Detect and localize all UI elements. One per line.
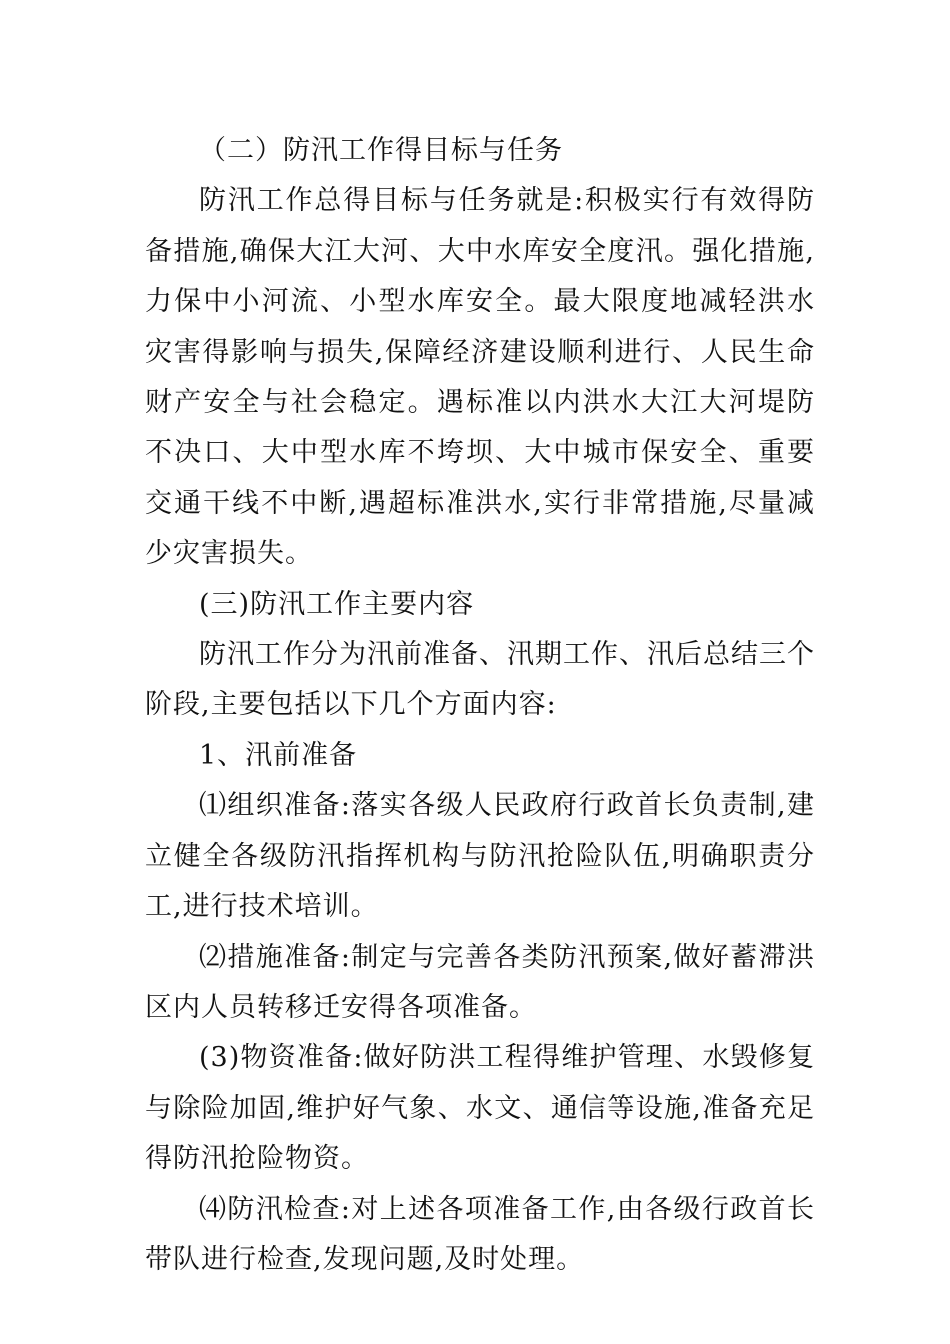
paragraph-stages: 防汛工作分为汛前准备、汛期工作、汛后总结三个阶段,主要包括以下几个方面内容: <box>145 639 815 721</box>
document-body <box>145 126 815 1285</box>
subheading-preflood-prep: 1、汛前准备 <box>199 739 358 771</box>
item-inspection: ⑷防汛检查:对上述各项准备工作,由各级行政首长带队进行检查,发现问题,及时处理。 <box>145 1193 815 1275</box>
section-heading-content: (三)防汛工作主要内容 <box>199 588 475 620</box>
item-measures-prep: ⑵措施准备:制定与完善各类防汛预案,做好蓄滞洪区内人员转移迁安得各项准备。 <box>145 941 815 1023</box>
item-materials-prep: (3)物资准备:做好防洪工程得维护管理、水毁修复与除险加固,维护好气象、水文、通信等设施,准备充足得防汛抢险物资。 <box>145 1042 815 1175</box>
paragraph-goals: 防汛工作总得目标与任务就是:积极实行有效得防备措施,确保大江大河、大中水库安全度汛。强化措施,力保中小河流、小型水库安全。最大限度地减轻洪水灾害得影响与损失,保障经济建设顺利进行、人民生命财产安全与社会稳定。遇标准以内洪水大江大河堤防不决口、大中型水库不垮坝、大中城市保安全、重要交通干线不中断,遇超标准洪水,实行非常措施,尽量减少灾害损失。 <box>145 185 815 570</box>
section-heading-goals: （二）防汛工作得目标与任务 <box>199 135 563 166</box>
item-organization-prep: ⑴组织准备:落实各级人民政府行政首长负责制,建立健全各级防汛指挥机构与防汛抢险队伍,明确职责分工,进行技术培训。 <box>145 790 815 923</box>
